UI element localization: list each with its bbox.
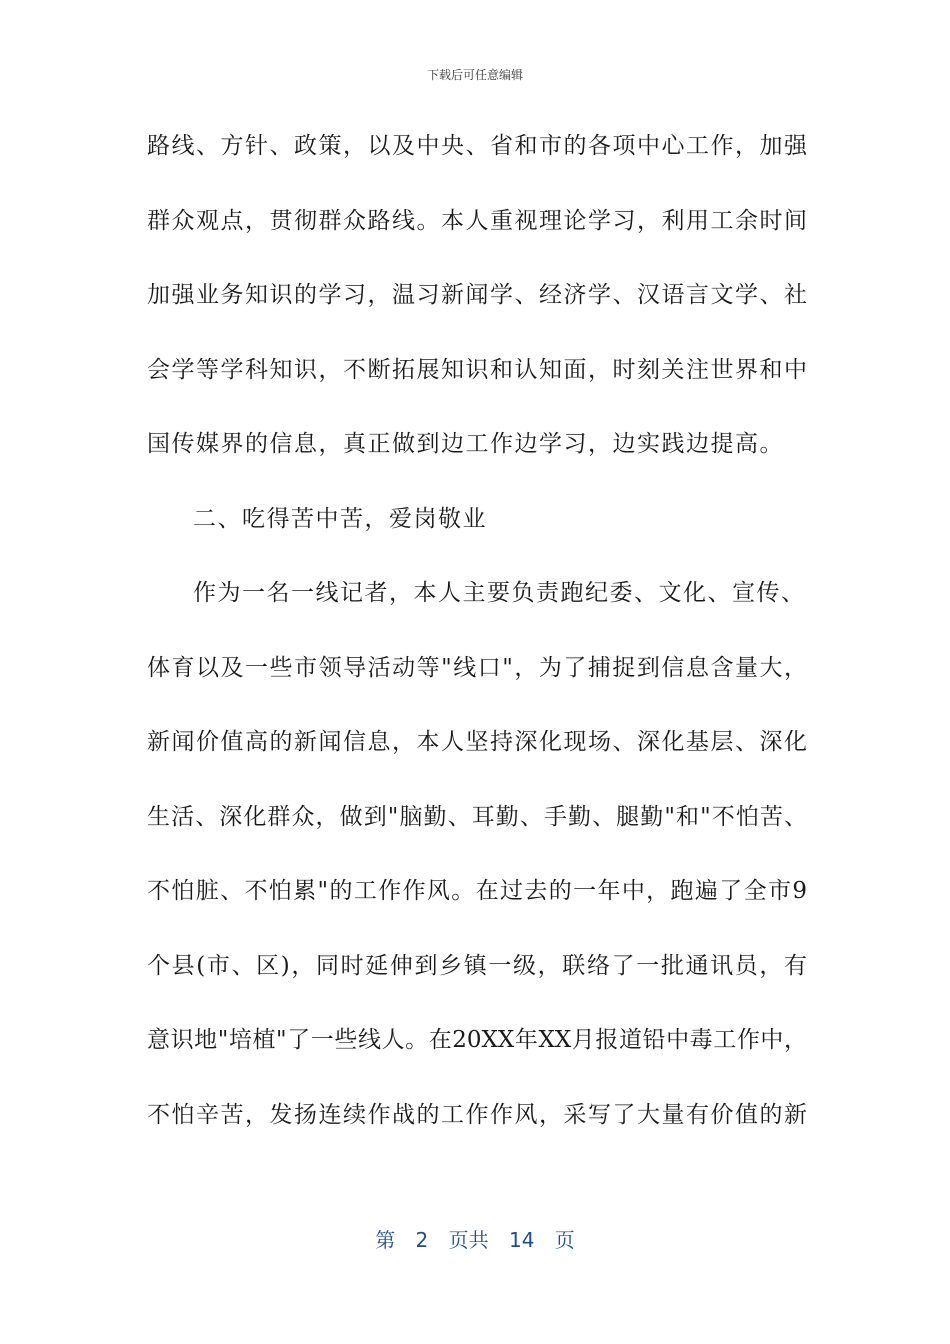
body-line: 会学等学科知识，不断拓展知识和认知面，时刻关注世界和中 [147,356,807,383]
body-line: 国传媒界的信息，真正做到边工作边学习，边实践边提高。 [147,431,784,457]
body-line: 个县(市、区)，同时延伸到乡镇一级，联络了一批通讯员，有 [147,952,807,979]
body-line: 群众观点，贯彻群众路线。本人重视理论学习，利用工余时间 [147,207,807,234]
section-heading: 二、吃得苦中苦，爱岗敬业 [193,505,487,532]
body-line: 新闻价值高的新闻信息，本人坚持深化现场、深化基层、深化 [147,729,807,755]
body-line: 意识地"培植"了一些线人。在20XX年XX月报道铅中毒工作中， [147,1027,807,1053]
body-line: 加强业务知识的学习，温习新闻学、经济学、汉语言文学、社 [147,282,807,308]
body-line: 生活、深化群众，做到"脑勤、耳勤、手勤、腿勤"和"不怕苦、 [147,803,807,830]
document-body [147,126,807,1169]
paragraph-first-line: 作为一名一线记者，本人主要负责跑纪委、文化、宣传、 [193,580,806,606]
body-line: 不怕辛苦，发扬连续作战的工作作风，采写了大量有价值的新 [147,1101,807,1128]
page-number: 第 2 页共 14 页 [375,1228,575,1252]
header-note: 下载后可任意编辑 [426,68,523,82]
body-line: 路线、方针、政策，以及中央、省和市的各项中心工作，加强 [147,133,807,159]
body-line: 体育以及一些市领导活动等"线口"，为了捕捉到信息含量大， [147,654,807,681]
body-line: 不怕脏、不怕累"的工作作风。在过去的一年中，跑遍了全市9 [147,878,807,904]
